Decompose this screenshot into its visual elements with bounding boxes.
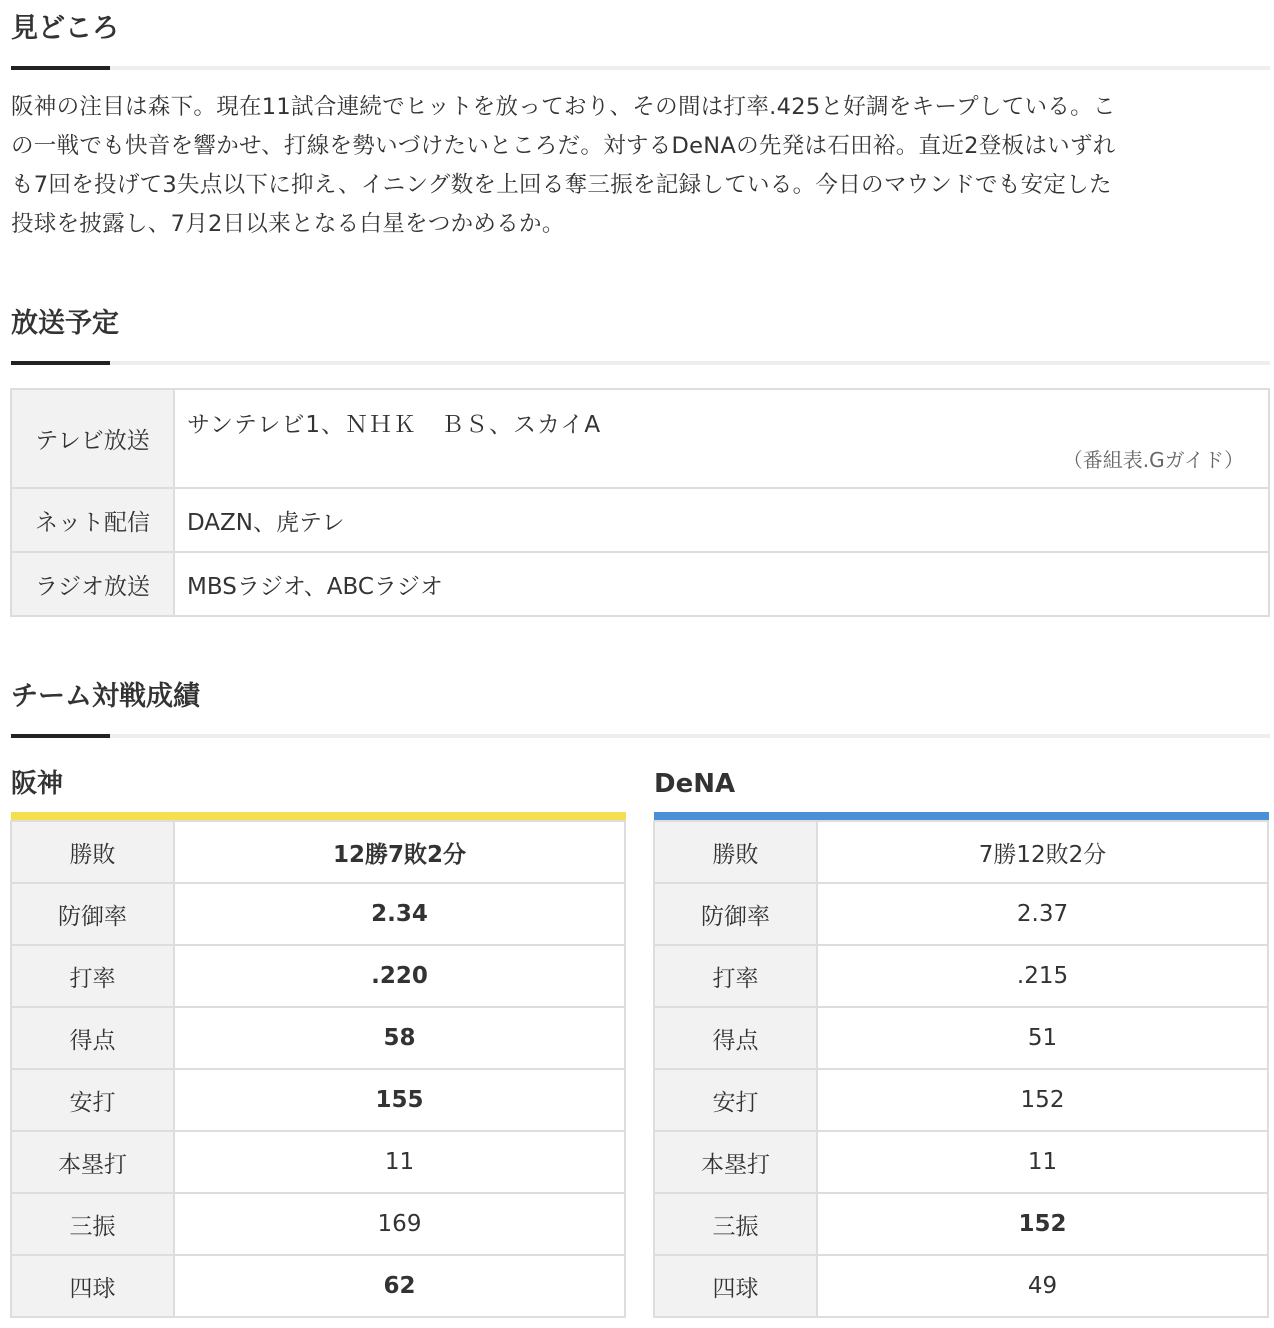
stat-value: 11 — [174, 1131, 625, 1193]
stat-label: 勝敗 — [11, 821, 174, 883]
stat-label: 勝敗 — [654, 821, 817, 883]
heading-underline-accent — [11, 734, 110, 738]
broadcast-label: ネット配信 — [11, 488, 174, 552]
matchup-heading — [11, 677, 1270, 717]
stats-row — [654, 1255, 1268, 1317]
team-name-dena: DeNA — [654, 769, 736, 799]
stat-label: 安打 — [11, 1069, 174, 1131]
broadcast-row-radio — [11, 552, 1269, 616]
heading-underline-accent — [11, 66, 110, 70]
matchup-title: チーム対戦成績 — [11, 681, 200, 712]
highlights-heading — [11, 9, 1270, 49]
broadcast-heading — [11, 304, 1270, 344]
stats-row — [654, 1007, 1268, 1069]
broadcast-value: DAZN、虎テレ — [174, 488, 1269, 552]
highlights-line: 投球を披露し、7月2日以来となる白星をつかめるか。 — [11, 211, 565, 237]
stat-label: 三振 — [654, 1193, 817, 1255]
stats-row — [11, 1007, 625, 1069]
stat-label: 打率 — [11, 945, 174, 1007]
stats-row — [654, 883, 1268, 945]
stats-row — [11, 883, 625, 945]
broadcast-row-net — [11, 488, 1269, 552]
stats-row — [11, 1131, 625, 1193]
broadcast-value-cell — [174, 389, 1269, 488]
stat-label: 防御率 — [11, 883, 174, 945]
stat-value: 12勝7敗2分 — [174, 821, 625, 883]
stat-label: 本塁打 — [11, 1131, 174, 1193]
stat-value: 58 — [174, 1007, 625, 1069]
broadcast-value: MBSラジオ、ABCラジオ — [174, 552, 1269, 616]
stats-row — [654, 821, 1268, 883]
team-name-hanshin: 阪神 — [11, 769, 64, 799]
heading-underline — [11, 361, 1270, 365]
stat-label: 四球 — [654, 1255, 817, 1317]
stats-row — [11, 1193, 625, 1255]
broadcast-label: テレビ放送 — [11, 389, 174, 488]
team-color-bar-hanshin — [11, 812, 626, 820]
stat-label: 安打 — [654, 1069, 817, 1131]
stat-label: 得点 — [654, 1007, 817, 1069]
highlights-title: 見どころ — [11, 13, 119, 44]
stat-value: 51 — [817, 1007, 1268, 1069]
stat-value: 62 — [174, 1255, 625, 1317]
stat-value: 7勝12敗2分 — [817, 821, 1268, 883]
stats-row — [654, 1131, 1268, 1193]
broadcast-label: ラジオ放送 — [11, 552, 174, 616]
broadcast-row-tv — [11, 389, 1269, 488]
highlights-line: 阪神の注目は森下。現在11試合連続でヒットを放っており、その間は打率.425と好調をキープしている。こ — [11, 94, 1116, 120]
stat-value: 169 — [174, 1193, 625, 1255]
broadcast-value: サンテレビ1、ＮＨＫ ＢＳ、スカイA — [187, 412, 602, 438]
highlights-line: も7回を投げて3失点以下に抑え、イニング数を上回る奪三振を記録している。今日のマウンドでも安定した — [11, 172, 1112, 198]
stat-value: 11 — [817, 1131, 1268, 1193]
stats-row — [11, 1069, 625, 1131]
stat-value: 155 — [174, 1069, 625, 1131]
stat-value: .220 — [174, 945, 625, 1007]
highlights-text — [11, 88, 1270, 244]
stat-label: 得点 — [11, 1007, 174, 1069]
stats-row — [654, 945, 1268, 1007]
program-guide-source[interactable]: （番組表.Gガイド） — [1062, 448, 1244, 472]
stat-value: 49 — [817, 1255, 1268, 1317]
stats-table-dena — [653, 820, 1269, 1318]
stats-row — [654, 1193, 1268, 1255]
stat-value: 152 — [817, 1069, 1268, 1131]
heading-underline-accent — [11, 361, 110, 365]
heading-underline — [11, 66, 1270, 70]
stat-label: 本塁打 — [654, 1131, 817, 1193]
stat-label: 防御率 — [654, 883, 817, 945]
stats-row — [11, 821, 625, 883]
stat-label: 打率 — [654, 945, 817, 1007]
stats-row — [11, 945, 625, 1007]
stat-value: 2.34 — [174, 883, 625, 945]
stats-row — [11, 1255, 625, 1317]
stat-label: 四球 — [11, 1255, 174, 1317]
stat-value: 152 — [817, 1193, 1268, 1255]
stat-value: 2.37 — [817, 883, 1268, 945]
highlights-line: の一戦でも快音を響かせ、打線を勢いづけたいところだ。対するDeNAの先発は石田裕。直近2登板はいずれ — [11, 133, 1116, 159]
stats-table-hanshin — [10, 820, 626, 1318]
heading-underline — [11, 734, 1270, 738]
stats-row — [654, 1069, 1268, 1131]
stat-value: .215 — [817, 945, 1268, 1007]
stat-label: 三振 — [11, 1193, 174, 1255]
team-color-bar-dena — [654, 812, 1269, 820]
broadcast-table — [10, 388, 1270, 617]
broadcast-title: 放送予定 — [11, 308, 119, 339]
